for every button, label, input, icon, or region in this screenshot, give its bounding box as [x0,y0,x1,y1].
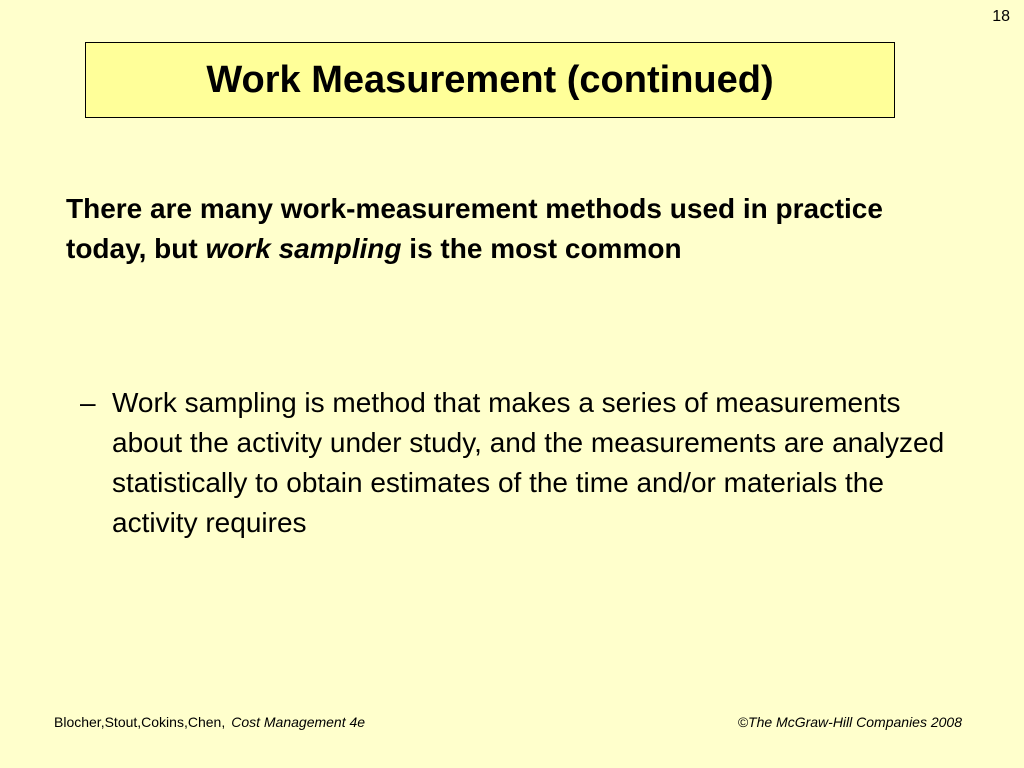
footer-left [54,714,365,730]
intro-paragraph [66,189,946,269]
bullet-text: Work sampling is method that makes a series of measurements about the activity under study, and the measurements are analyzed statistically to obtain estimates of the time and/or materials the activity requires [112,387,945,538]
bullet-marker: – [80,387,96,418]
intro-emphasis: work sampling [205,233,402,264]
footer-authors: Blocher,Stout,Cokins,Chen, [54,714,226,730]
bullet-item [80,383,960,543]
intro-text-part1: There are many work-measurement methods used in practice today, but [66,193,883,264]
page-number: 18 [992,8,1010,25]
footer-book: Cost Management 4e [231,714,366,730]
intro-text-part2: is the most common [401,233,682,264]
footer-copyright: ©The McGraw-Hill Companies 2008 [737,714,962,730]
slide-title: Work Measurement (continued) [206,58,774,101]
title-box [85,42,895,118]
